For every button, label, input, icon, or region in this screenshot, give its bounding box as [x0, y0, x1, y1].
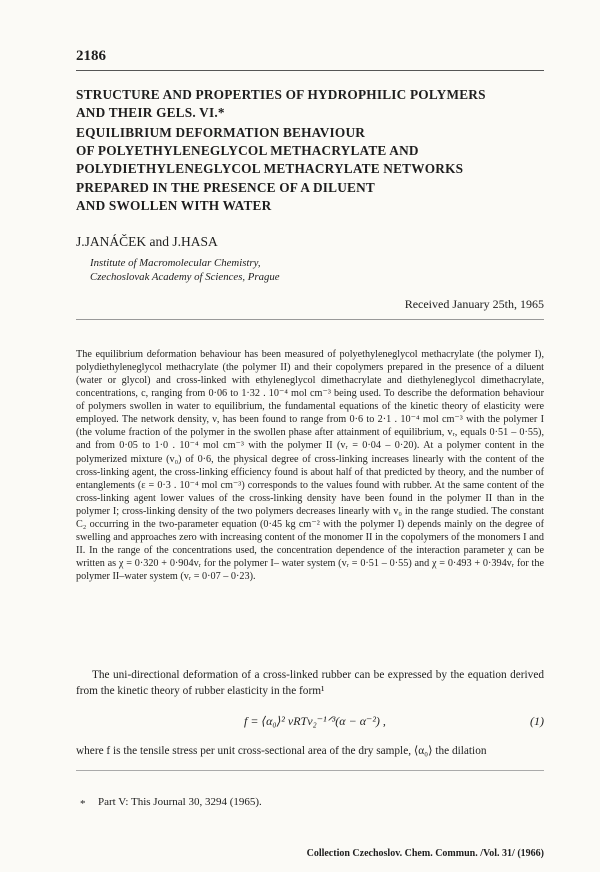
received-date: Received January 25th, 1965	[404, 297, 544, 311]
article-title-line-4: PREPARED IN THE PRESENCE OF A DILUENT	[76, 179, 375, 195]
equation-text: f = ⟨α₀⟩² νRTv₂⁻¹ᐟ³(α − α⁻²) ,	[244, 714, 386, 728]
abstract: The equilibrium deformation behaviour has been measured of polyethyleneglycol methacrylate (the polymer I), polydiethyleneglycol methacrylate (the polymer II) and their copolymers prepared in the presence of a diluent (water or glycol) and cross-linked with ethyleneglycol dimethacrylate and diethyleneglycol dimethacrylate, concentrations, c, ranging from 0·06 to 1·32 . 10⁻⁴ mol cm⁻³ being used. To describe the deformation behaviour of polymers swollen in water to equilibrium, the fundamental equations of the kinetic theory of elasticity were employed. The network density, ν, has been found to range from 0·6 to 2·1 . 10⁻⁴ mol cm⁻³ with the polymer I (the volume fraction of the polymer in the swollen phase after attainment of equilibrium, vᵣ, equals 0·51 – 0·55), and from 0·05 to 1·0 . 10⁻⁴ mol cm⁻³ with the polymer II (vᵣ = 0·04 – 0·20). At a polymer content in the polymerized mixture (v₀) of 0·6, the physical degree of cross-linking increases linearly with the content of the cross-linking agent, the cross-linking efficiency found is about half of that predicted by theory, and the number of entanglements (ε = 0·3 . 10⁻⁴ mol cm⁻³) corresponds to the values found with rubber. At the same content of the cross-linking agent lower values of the cross-linking density have been found in the polymer II than in the polymer I; cross-linking density of the two polymers decreases linearly with v₀ in the range studied. The constant C₂ occurring in the two-parameter equation (0·45 kg cm⁻² with the polymer I) depends mainly on the degree of swelling and approaches zero with increasing content of the monomer II in the copolymers of the monomers I and II. In the range of the concentrations used, the concentration dependence of the interaction parameter χ can be written as χ = 0·320 + 0·904vᵣ for the polymer I– water system (vᵣ = 0·51 – 0·55) and χ = 0·493 + 0·394vᵣ for the polymer II–water system (vᵣ = 0·07 – 0·23).	[76, 349, 544, 583]
footnote-mark: *	[80, 798, 86, 810]
equation-number: (1)	[530, 714, 544, 728]
journal-citation: Collection Czechoslov. Chem. Commun. /Vol. 31/ (1966)	[306, 848, 544, 859]
authors: J.JANÁČEK and J.HASA	[76, 234, 218, 249]
article-title-line-1: EQUILIBRIUM DEFORMATION BEHAVIOUR	[76, 125, 366, 140]
article-title-line-2: OF POLYETHYLENEGLYCOL METHACRYLATE AND	[76, 143, 419, 159]
series-title-line-1: STRUCTURE AND PROPERTIES OF HYDROPHILIC POLYMERS	[76, 87, 486, 102]
footnote-text: Part V: This Journal 30, 3294 (1965).	[98, 796, 262, 808]
series-title-line-2: AND THEIR GELS. VI.*	[76, 105, 225, 121]
article-title	[76, 124, 463, 215]
separator-rule	[76, 319, 544, 320]
series-title	[76, 86, 486, 122]
page-number: 2186	[76, 48, 106, 64]
article-title-line-5: AND SWOLLEN WITH WATER	[76, 197, 272, 213]
affiliation-line-1: Institute of Macromolecular Chemistry,	[90, 257, 261, 269]
header-rule	[76, 70, 544, 71]
body-continuation: where f is the tensile stress per unit cross-sectional area of the dry sample, ⟨α₀⟩ the dilation	[76, 745, 487, 757]
affiliation-line-2: Czechoslovak Academy of Sciences, Prague	[90, 271, 280, 283]
article-title-line-3: POLYDIETHYLENEGLYCOL METHACRYLATE NETWORKS	[76, 161, 464, 177]
footnote-rule	[76, 770, 544, 771]
body-paragraph: The uni-directional deformation of a cross-linked rubber can be expressed by the equation derived from the kinetic theory of rubber elasticity in the form¹	[76, 669, 544, 697]
equation	[76, 714, 544, 732]
